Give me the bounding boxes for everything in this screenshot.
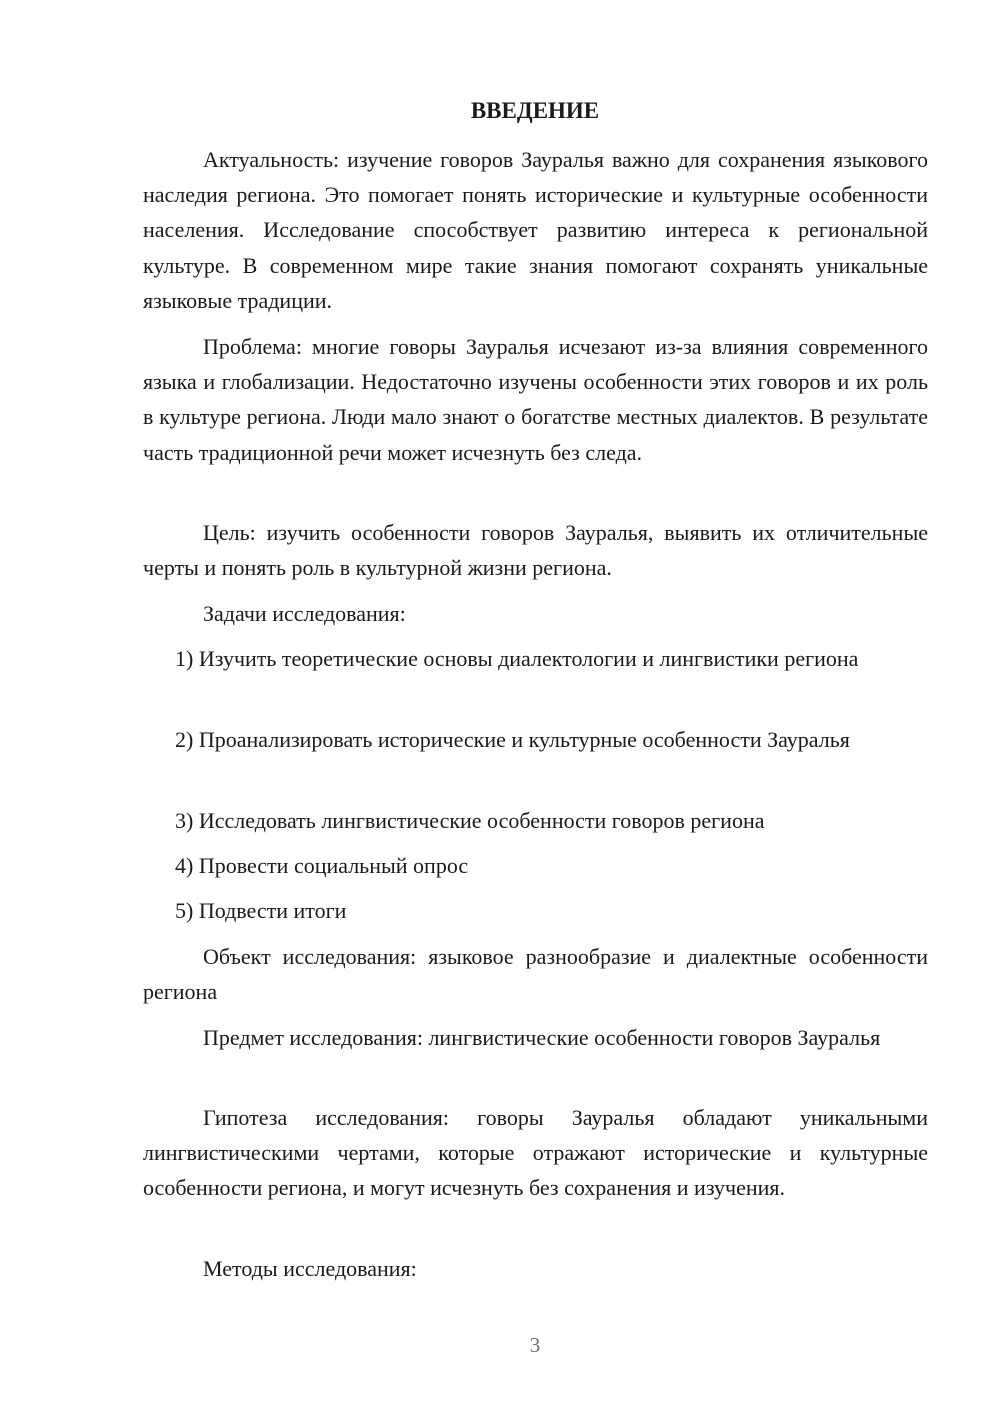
page-title: ВВЕДЕНИЕ [470,98,600,123]
methods-heading: Методы исследования: [203,1256,417,1281]
list-item: 2) Проанализировать исторические и культурные особенности Зауралья [175,727,850,752]
list-item: 3) Исследовать лингвистические особенности говоров региона [175,808,765,833]
tasks-heading: Задачи исследования: [203,601,406,626]
list-item: 5) Подвести итоги [175,898,347,923]
paragraph-subject: Предмет исследования: лингвистические особенности говоров Зауралья [203,1025,881,1050]
paragraph-hypothesis: Гипотеза исследования: говоры Зауралья обладают уникальными лингвистическими чертами, которые отражают исторические и культурные особенности региона, и могут исчезнуть без сохранения и изучения. [143,1105,928,1201]
page-number: 3 [529,1333,541,1357]
paragraph-problem: Проблема: многие говоры Зауралья исчезают из-за влияния современного языка и глобализации. Недостаточно изучены особенности этих говоров и их роль в культуре региона. Люди мало знают о богатстве местных диалектов. В результате часть традиционной речи может исчезнуть без следа. [143,334,928,465]
paragraph-relevance: Актуальность: изучение говоров Зауралья важно для сохранения языкового наследия региона. Это помогает понять исторические и культурные особенности населения. Исследование способствует развитию интереса к региональной культуре. В современном мире такие знания помогают сохранять уникальные языковые традиции. [143,147,928,313]
paragraph-goal: Цель: изучить особенности говоров Зауралья, выявить их отличительные черты и понять роль в культурной жизни региона. [143,520,928,581]
list-item: 4) Провести социальный опрос [175,853,469,878]
list-item: 1) Изучить теоретические основы диалектологии и лингвистики региона [175,646,859,671]
paragraph-object: Объект исследования: языковое разнообразие и диалектные особенности региона [143,944,928,1005]
